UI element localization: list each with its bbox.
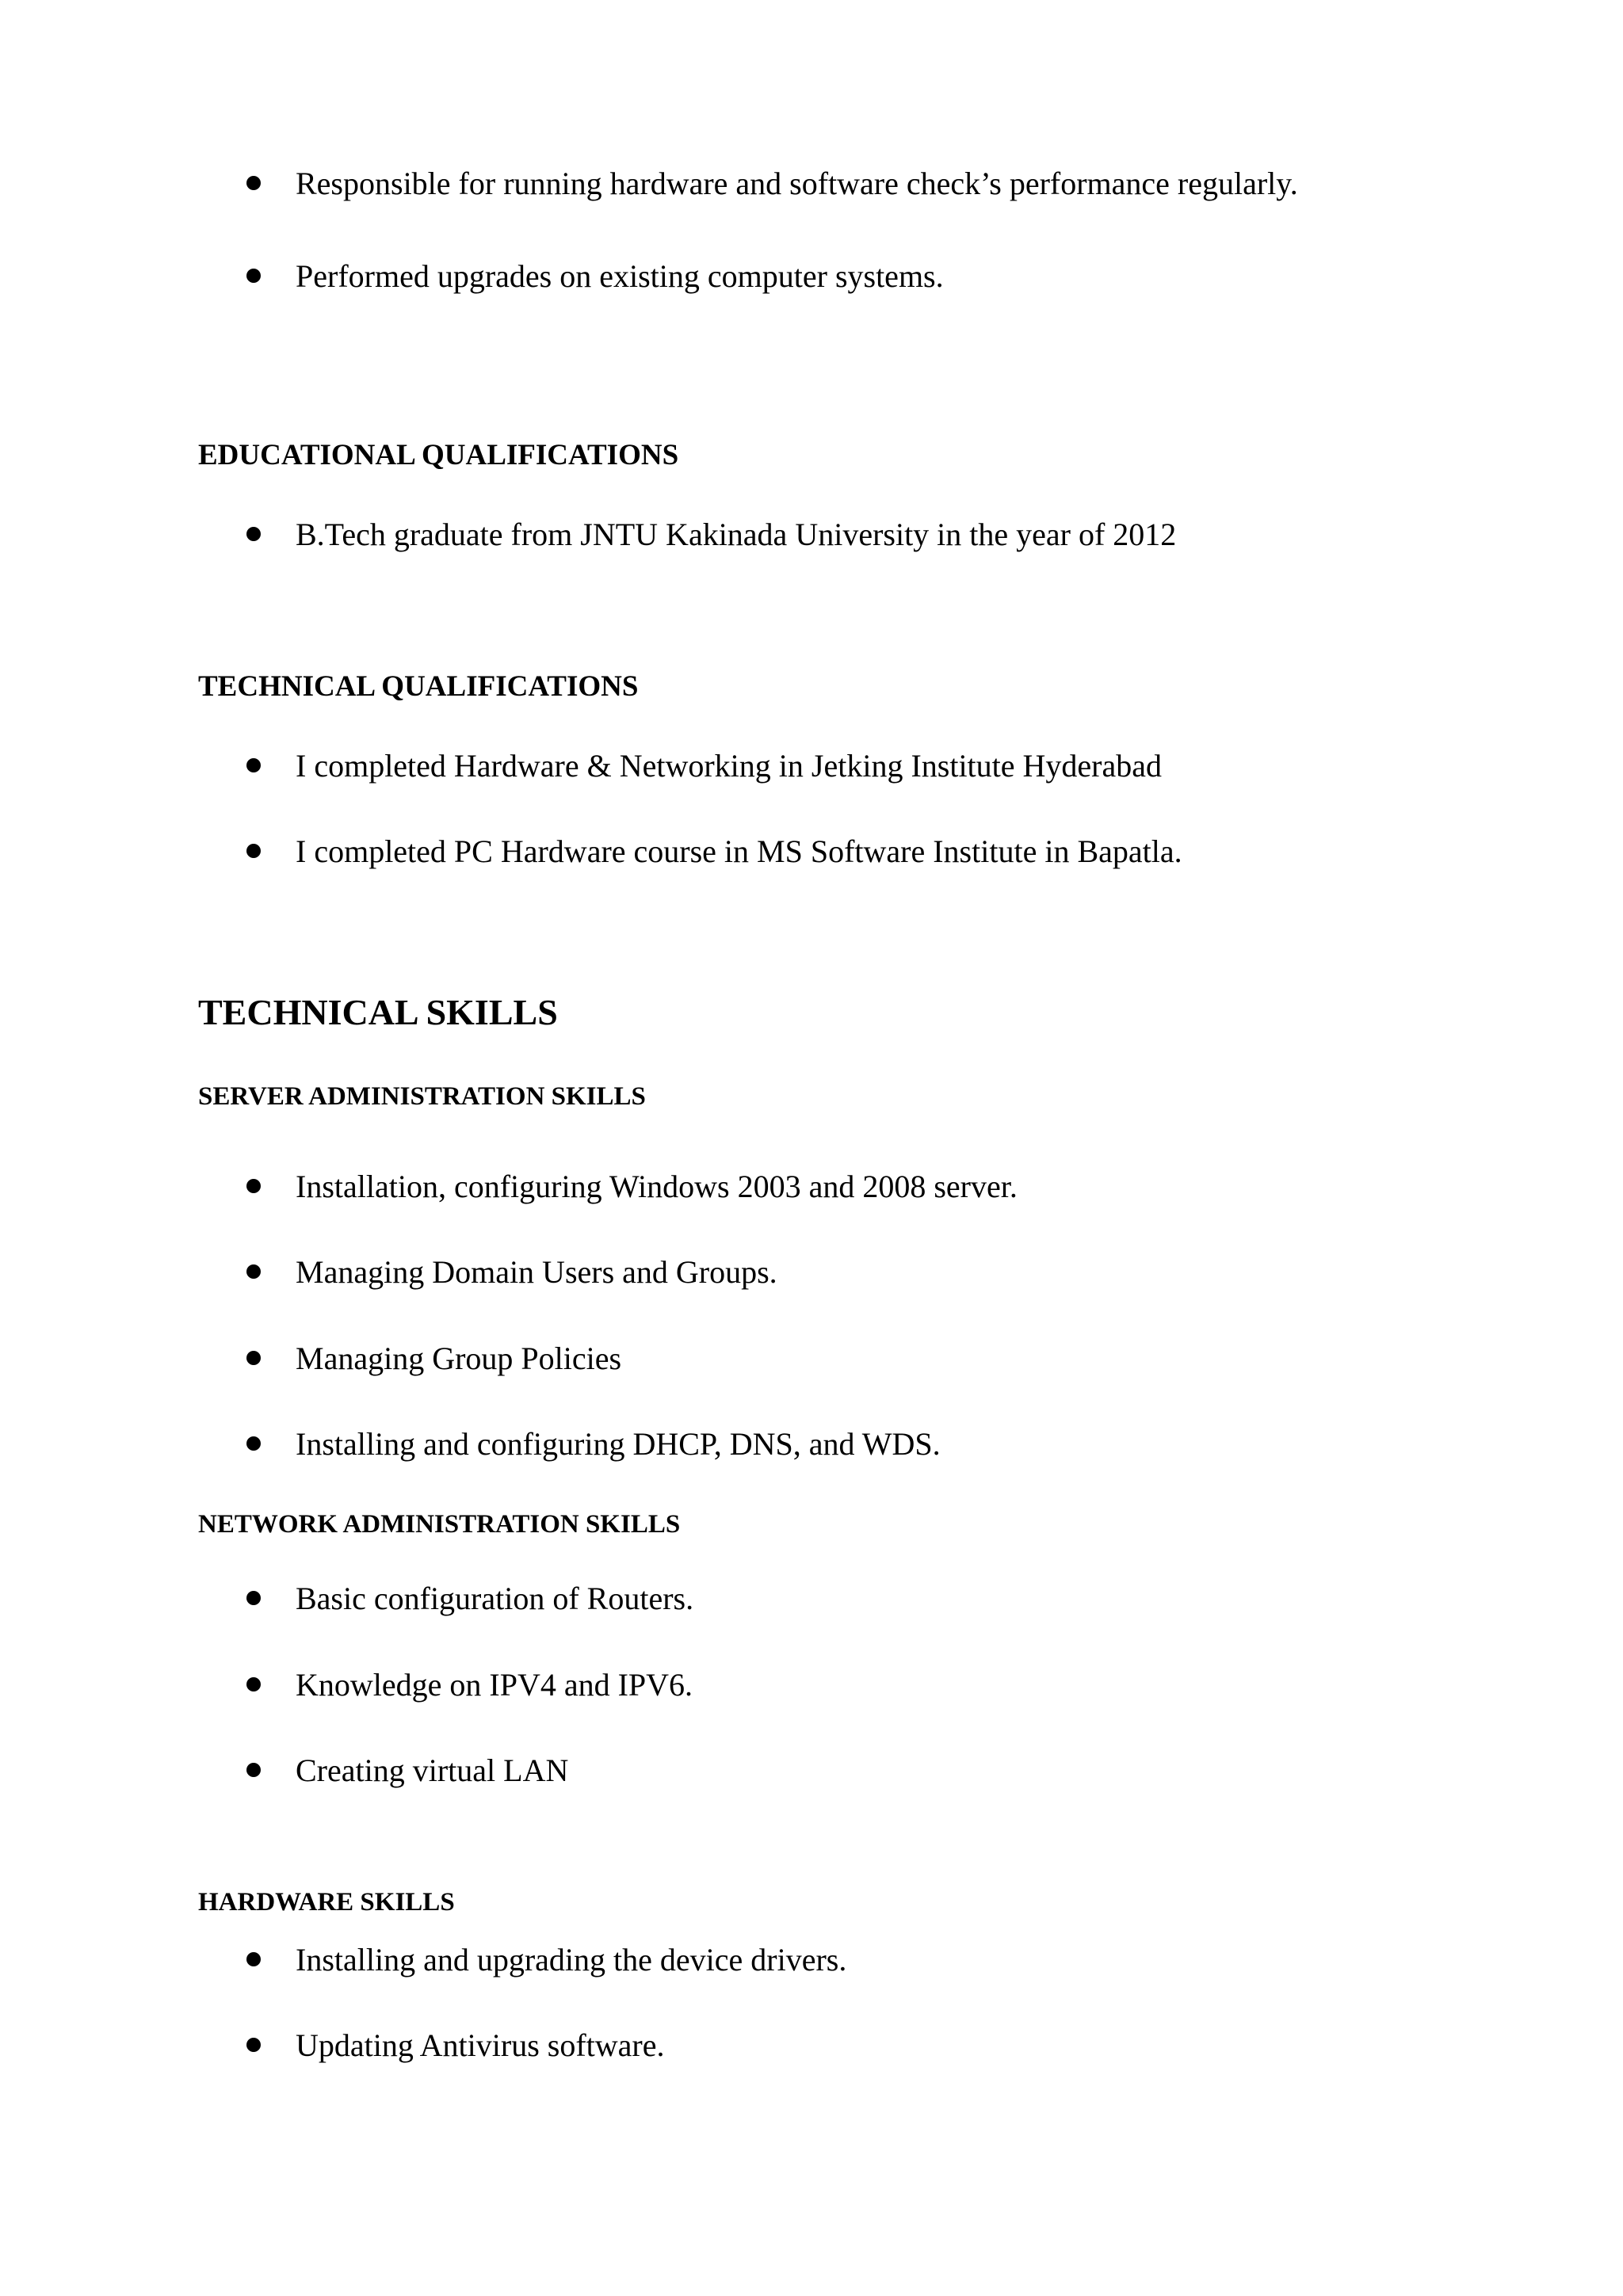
list-item	[0, 1581, 1623, 1629]
list-item-text: Installing and upgrading the device drivers.	[296, 1942, 847, 1978]
bullet-icon	[246, 1351, 261, 1365]
bullet-icon	[246, 1763, 261, 1777]
bullet-icon	[246, 1179, 261, 1193]
list-item-text: Managing Group Policies	[296, 1341, 622, 1376]
list-item	[0, 1169, 1623, 1217]
list-item-text: Creating virtual LAN	[296, 1753, 569, 1788]
server-administration-heading: SERVER ADMINISTRATION SKILLS	[198, 1082, 646, 1111]
list-item-text: Performed upgrades on existing computer systems.	[296, 258, 944, 294]
list-item	[0, 1668, 1623, 1715]
list-item	[0, 1255, 1623, 1302]
list-item-text: I completed Hardware & Networking in Jetking Institute Hyderabad	[296, 748, 1163, 784]
bullet-icon	[246, 1264, 261, 1279]
list-item	[0, 834, 1623, 882]
network-administration-heading: NETWORK ADMINISTRATION SKILLS	[198, 1510, 681, 1539]
bullet-icon	[246, 844, 261, 858]
bullet-icon	[246, 1436, 261, 1451]
list-item-text: Installing and configuring DHCP, DNS, and WDS.	[296, 1426, 941, 1462]
bullet-icon	[246, 527, 261, 541]
bullet-icon	[246, 269, 261, 283]
list-item	[0, 1341, 1623, 1389]
list-item-text: Updating Antivirus software.	[296, 2027, 665, 2063]
bullet-icon	[246, 2038, 261, 2052]
bullet-icon	[246, 176, 261, 190]
bullet-icon	[246, 1952, 261, 1966]
bullet-icon	[246, 1677, 261, 1691]
list-item	[0, 1753, 1623, 1801]
educational-qualifications-heading: EDUCATIONAL QUALIFICATIONS	[198, 439, 679, 471]
list-item-text: Responsible for running hardware and software check’s performance regularly.	[296, 166, 1298, 201]
list-item	[0, 1943, 1623, 1990]
list-item-text: Installation, configuring Windows 2003 and 2008 server.	[296, 1169, 1018, 1204]
list-item	[0, 517, 1623, 565]
list-item	[0, 259, 1623, 307]
hardware-skills-heading: HARDWARE SKILLS	[198, 1888, 455, 1917]
technical-qualifications-heading: TECHNICAL QUALIFICATIONS	[198, 670, 639, 703]
list-item-text: Knowledge on IPV4 and IPV6.	[296, 1667, 693, 1703]
list-item	[0, 749, 1623, 796]
bullet-icon	[246, 758, 261, 772]
technical-skills-title: TECHNICAL SKILLS	[198, 992, 558, 1032]
list-item	[0, 2028, 1623, 2076]
list-item	[0, 166, 1623, 214]
list-item-text: Managing Domain Users and Groups.	[296, 1254, 777, 1290]
list-item-text: I completed PC Hardware course in MS Software Institute in Bapatla.	[296, 833, 1182, 869]
list-item	[0, 1427, 1623, 1474]
list-item-text: Basic configuration of Routers.	[296, 1581, 694, 1616]
list-item-text: B.Tech graduate from JNTU Kakinada University in the year of 2012	[296, 517, 1177, 552]
bullet-icon	[246, 1591, 261, 1605]
